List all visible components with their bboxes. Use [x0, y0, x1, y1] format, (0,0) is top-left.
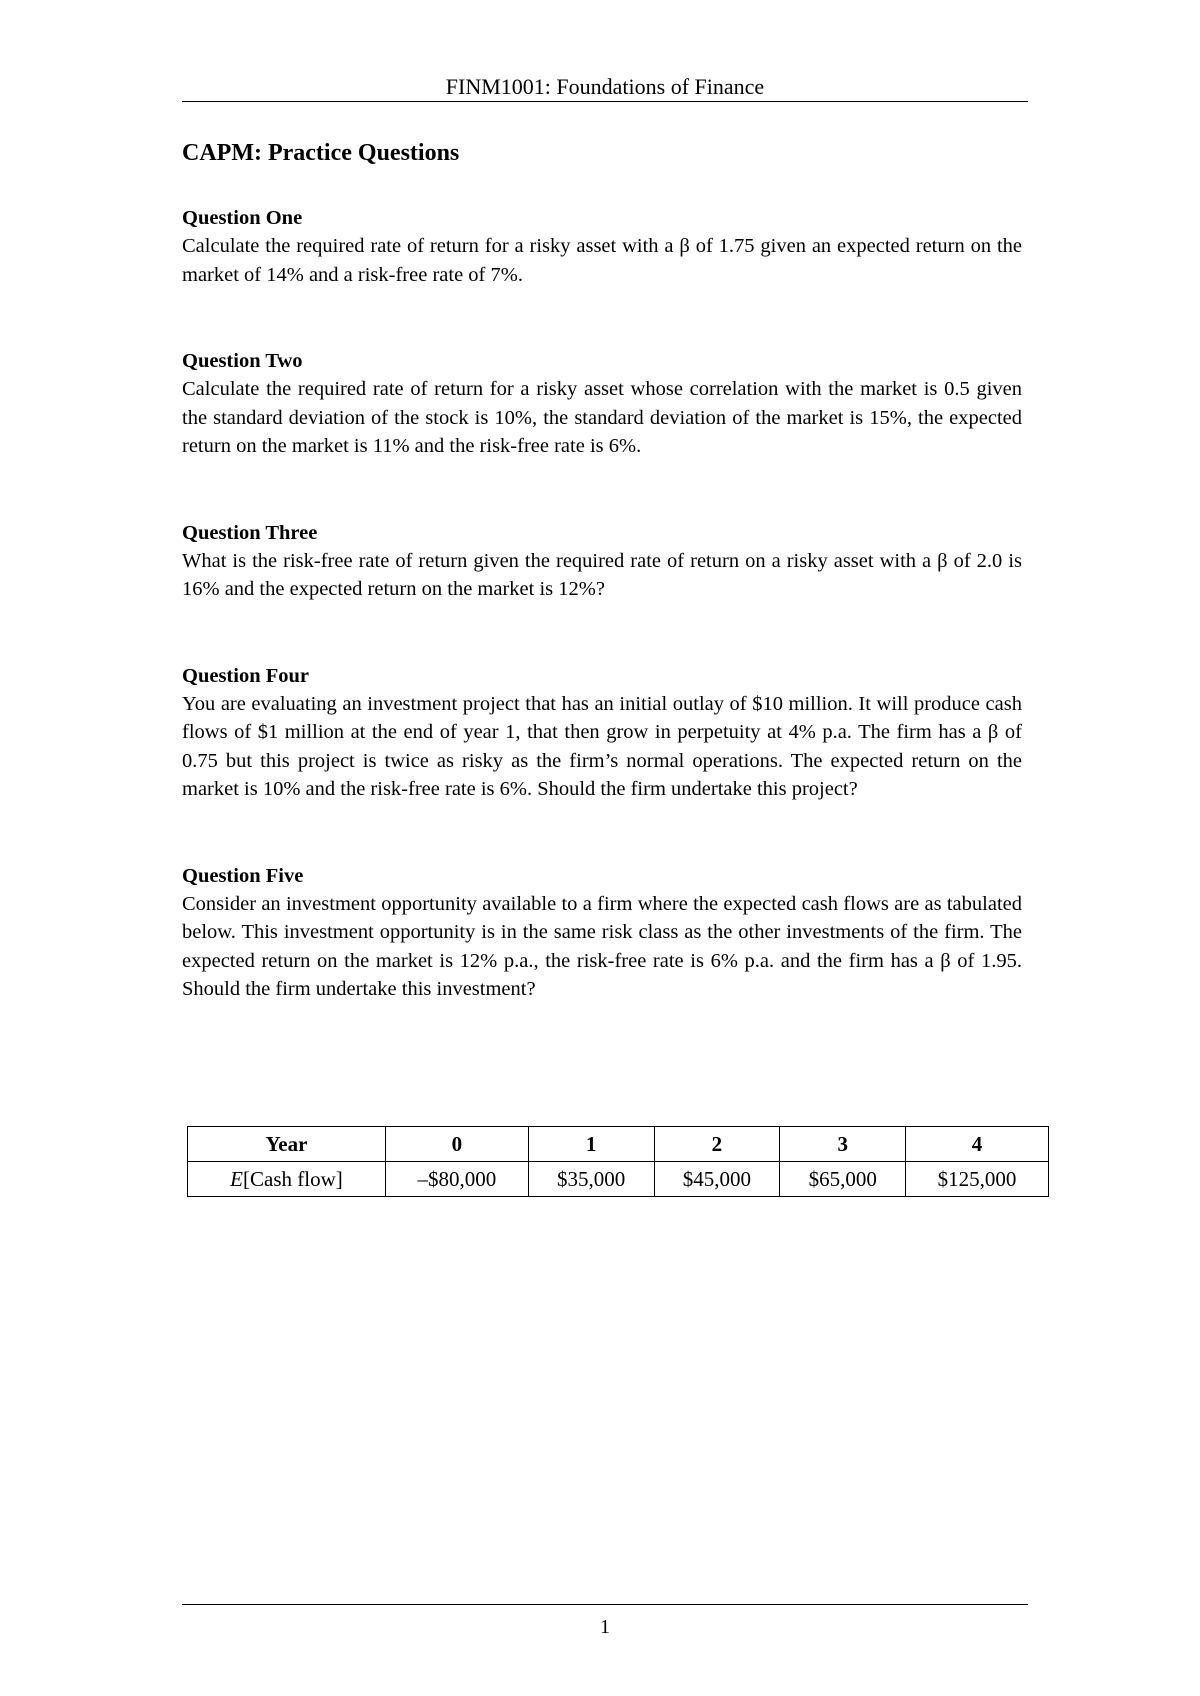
page-footer: [182, 1604, 1028, 1641]
table-header-cell: 4: [906, 1127, 1049, 1162]
question-three: [182, 519, 1022, 604]
question-text: You are evaluating an investment project that has an initial outlay of $10 million. It will produce cash flows of $1 million at the end of year 1, that then grow in perpetuity at 4% p.a. The firm has a β of 0.75 but this project is twice as risky as the firm’s normal operations. The expected return on the market is 10% and the risk-free rate is 6%. Should the firm undertake this project?: [182, 692, 1022, 800]
row-label-cell: [188, 1162, 386, 1197]
table-cell: $35,000: [528, 1162, 654, 1197]
page-number: 1: [600, 1616, 610, 1638]
table-cell: $125,000: [906, 1162, 1049, 1197]
row-label-prefix: E: [230, 1166, 243, 1191]
question-heading: Question One: [182, 207, 303, 229]
table-header-cell: 3: [780, 1127, 906, 1162]
question-five: [182, 862, 1022, 1004]
table-cell: $45,000: [654, 1162, 780, 1197]
table-header-row: [188, 1127, 1049, 1162]
document-title: CAPM: Practice Questions: [182, 140, 460, 166]
document-body: [182, 138, 1022, 1004]
question-two: [182, 347, 1022, 461]
table-header-cell: 2: [654, 1127, 780, 1162]
table-cell: –$80,000: [385, 1162, 528, 1197]
question-text: Calculate the required rate of return for a risky asset with a β of 1.75 given an expected return on the market of 14% and a risk-free rate of 7%.: [182, 235, 1022, 286]
table-header-cell: Year: [188, 1127, 386, 1162]
row-label-suffix: [Cash flow]: [243, 1166, 343, 1191]
table-header-cell: 1: [528, 1127, 654, 1162]
question-heading: Question Two: [182, 350, 303, 372]
question-text: Consider an investment opportunity available to a firm where the expected cash flows are as tabulated below. This investment opportunity is in the same risk class as the other investments of the firm. The expected return on the market is 12% p.a., the risk-free rate is 6% p.a. and the firm has a β of 1.95. Should the firm undertake this investment?: [182, 892, 1022, 1000]
question-heading: Question Three: [182, 521, 318, 544]
question-heading: Question Five: [182, 864, 304, 887]
question-one: [182, 204, 1022, 289]
table-cell: $65,000: [780, 1162, 906, 1197]
question-text: Calculate the required rate of return for a risky asset whose correlation with the market is 0.5 given the standard deviation of the stock is 10%, the standard deviation of the market is 15%, the expected return on the market is 11% and the risk-free rate is 6%.: [182, 378, 1022, 457]
question-heading: Question Four: [182, 664, 309, 687]
table-row: [188, 1162, 1049, 1197]
question-four: [182, 662, 1022, 804]
question-text: What is the risk-free rate of return given the required rate of return on a risky asset with a β of 2.0 is 16% and the expected return on the market is 12%?: [182, 549, 1022, 600]
table-header-cell: 0: [385, 1127, 528, 1162]
cash-flow-table: [187, 1126, 1049, 1197]
page-header: FINM1001: Foundations of Finance: [182, 72, 1028, 102]
